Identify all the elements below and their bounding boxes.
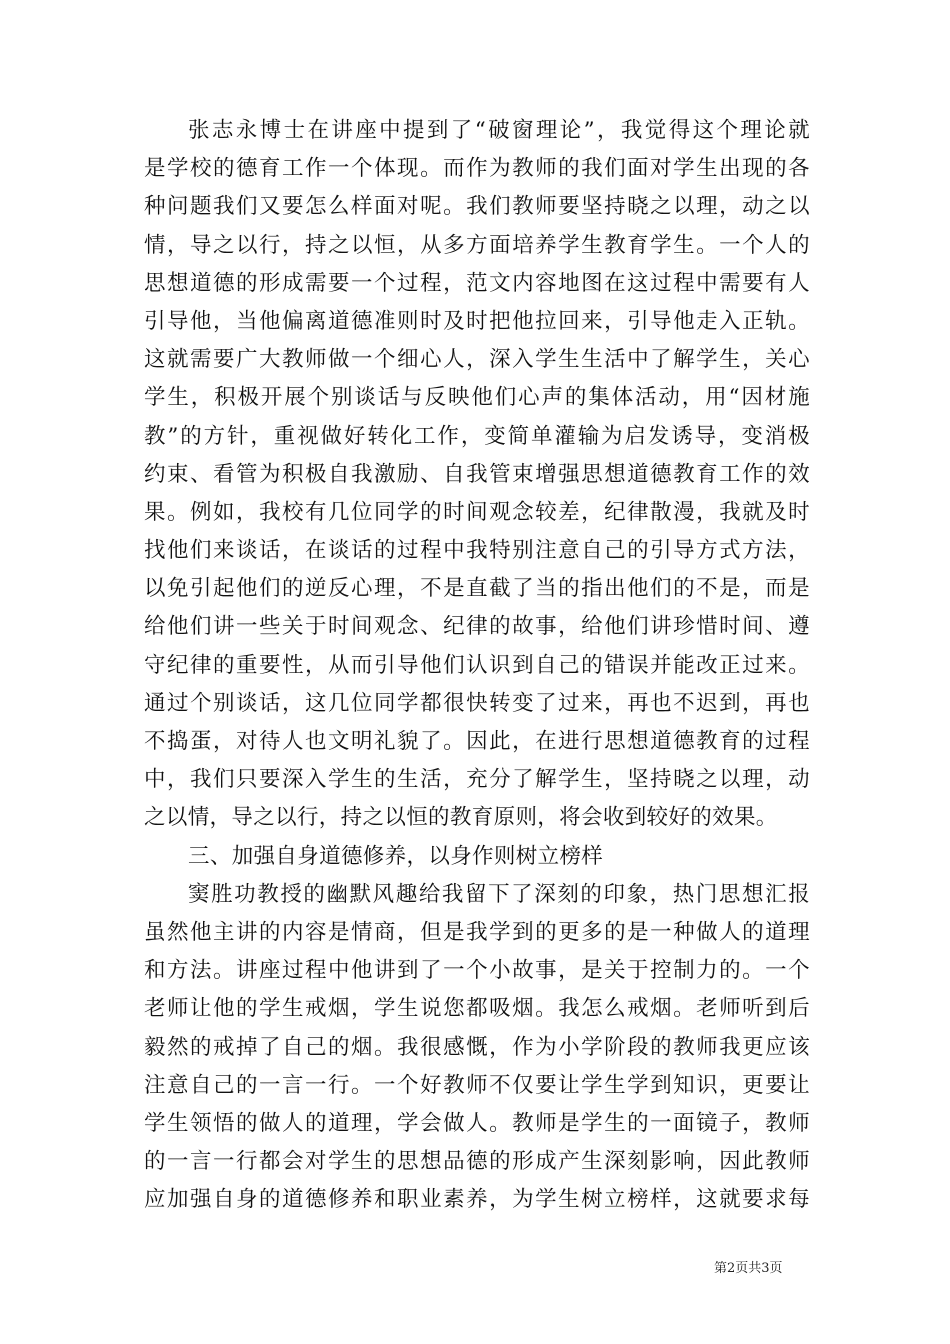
page-number: 第2页共3页 xyxy=(714,1261,783,1276)
document-body xyxy=(144,112,810,1219)
text-line: 张志永博士在讲座中提到了“破窗理论”，我觉得这个理论就 xyxy=(188,118,810,143)
text-line: 通过个别谈话，这几位同学都很快转变了过来，再也不迟到，再也 xyxy=(144,690,810,716)
text-line: 学生领悟的做人的道理，学会做人。教师是学生的一面镜子，教师 xyxy=(144,1110,810,1136)
text-line: 和方法。讲座过程中他讲到了一个小故事，是关于控制力的。一个 xyxy=(144,958,810,984)
text-line: 以免引起他们的逆反心理，不是直截了当的指出他们的不是，而是 xyxy=(144,576,810,602)
text-line: 思想道德的形成需要一个过程，范文内容地图在这过程中需要有人 xyxy=(144,270,810,296)
section-heading: 三、加强自身道德修养，以身作则树立榜样 xyxy=(188,843,604,869)
text-line: 引导他，当他偏离道德准则时及时把他拉回来，引导他走入正轨。 xyxy=(144,308,810,334)
text-line: 找他们来谈话，在谈话的过程中我特别注意自己的引导方式方法， xyxy=(144,538,810,564)
text-line: 中，我们只要深入学生的生活，充分了解学生，坚持晓之以理，动 xyxy=(144,767,810,793)
text-line: 果。例如，我校有几位同学的时间观念较差，纪律散漫，我就及时 xyxy=(144,499,810,525)
text-line: 窦胜功教授的幽默风趣给我留下了深刻的印象，热门思想汇报 xyxy=(188,881,810,907)
text-line: 是学校的德育工作一个体现。而作为教师的我们面对学生出现的各 xyxy=(144,156,810,182)
text-line: 守纪律的重要性，从而引导他们认识到自己的错误并能改正过来。 xyxy=(144,652,810,678)
paragraph-broken-window xyxy=(144,112,810,838)
text-line: 之以情，导之以行，持之以恒的教育原则，将会收到较好的效果。 xyxy=(144,805,778,831)
text-line: 老师让他的学生戒烟，学生说您都吸烟。我怎么戒烟。老师听到后 xyxy=(144,996,810,1022)
text-line: 种问题我们又要怎么样面对呢。我们教师要坚持晓之以理，动之以 xyxy=(144,194,810,220)
text-line: 注意自己的一言一行。一个好教师不仅要让学生学到知识，更要让 xyxy=(144,1072,810,1098)
text-line: 虽然他主讲的内容是情商，但是我学到的更多的是一种做人的道理 xyxy=(144,919,810,945)
text-line: 教”的方针，重视做好转化工作，变简单灌输为启发诱导，变消极 xyxy=(144,423,810,449)
text-line: 毅然的戒掉了自己的烟。我很感慨，作为小学阶段的教师我更应该 xyxy=(144,1034,810,1060)
text-line: 情，导之以行，持之以恒，从多方面培养学生教育学生。一个人的 xyxy=(144,232,810,258)
text-line: 这就需要广大教师做一个细心人，深入学生生活中了解学生，关心 xyxy=(144,347,810,373)
text-line: 给他们讲一些关于时间观念、纪律的故事，给他们讲珍惜时间、遵 xyxy=(144,614,810,640)
text-line: 应加强自身的道德修养和职业素养，为学生树立榜样，这就要求每 xyxy=(144,1187,810,1213)
text-line: 不捣蛋，对待人也文明礼貌了。因此，在进行思想道德教育的过程 xyxy=(144,729,810,754)
text-line: 的一言一行都会对学生的思想品德的形成产生深刻影响，因此教师 xyxy=(144,1149,810,1175)
paragraph-role-model xyxy=(144,876,810,1220)
text-line: 约束、看管为积极自我激励、自我管束增强思想道德教育工作的效 xyxy=(144,461,810,487)
text-line: 学生，积极开展个别谈话与反映他们心声的集体活动，用“因材施 xyxy=(144,385,810,411)
